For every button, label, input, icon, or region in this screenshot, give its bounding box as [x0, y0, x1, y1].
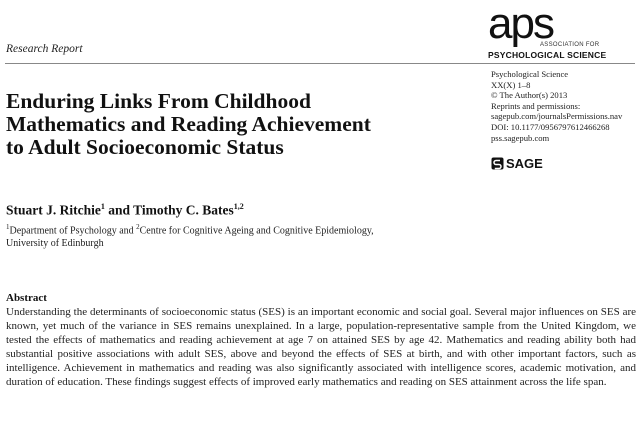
copyright: © The Author(s) 2013 [491, 90, 568, 101]
logo-mark: aps [488, 0, 553, 48]
logo-subtitle-2: PSYCHOLOGICAL SCIENCE [488, 50, 607, 60]
title-line: Mathematics and Reading Achievement [6, 112, 371, 136]
author-name: Timothy C. Bates [133, 202, 234, 218]
abstract-heading: Abstract [6, 292, 47, 304]
logo-subtitle-1: ASSOCIATION FOR [540, 42, 600, 48]
title-line: Enduring Links From Childhood [6, 89, 311, 113]
reprints-link[interactable]: sagepub.com/journalsPermissions.nav [491, 111, 623, 122]
affiliations [6, 221, 426, 250]
affiliation-marker: 1 [100, 202, 105, 211]
report-type-label: Research Report [6, 43, 83, 55]
doi[interactable]: DOI: 10.1177/0956797612466268 [491, 121, 610, 132]
article-title [6, 90, 446, 159]
journal-site-link[interactable]: pss.sagepub.com [491, 132, 550, 143]
author-list [6, 202, 244, 219]
sage-logo [491, 156, 543, 171]
sage-icon [491, 157, 504, 170]
abstract-body: Understanding the determinants of socioeconomic status (SES) is an important economic and social goal. Several major influences on SES are known, yet much of the variance in SES remains unexplained. In a large, population-representative sample from the United Kingdom, we tested the effects of mathematics and reading achievement at age 7 on attained SES by age 42. Mathematics and reading ability both had substantial positive associations with adult SES, above and beyond the effects of SES at birth, and with other important factors, such as intelligence. Achievement in mathematics and reading was also significantly associated with intelligence scores, academic motivation, and duration of education. These findings suggest effects of improved early mathematics and reading on SES attainment across the life span. [6, 306, 636, 388]
affiliation-text: Centre for Cognitive Ageing and Cognitive Epidemiology, [139, 225, 374, 237]
title-line: to Adult Socioeconomic Status [6, 135, 284, 159]
journal-volume: XX(X) 1–8 [491, 79, 531, 90]
affiliation-text: Department of Psychology and [9, 225, 137, 237]
affiliation-marker: 1,2 [233, 202, 244, 211]
aps-logo [488, 2, 638, 62]
reprints-label: Reprints and permissions: [491, 100, 581, 111]
affiliation-marker: 1 [6, 223, 10, 231]
author-name: Stuart J. Ritchie [6, 202, 101, 218]
journal-name: Psychological Science [491, 69, 569, 79]
author-conjunction: and [104, 202, 134, 218]
header-rule [5, 63, 635, 64]
affiliation-text: University of Edinburgh [6, 237, 104, 249]
publisher-name: SAGE [506, 156, 543, 171]
journal-meta [491, 69, 622, 143]
affiliation-marker: 2 [136, 223, 140, 231]
